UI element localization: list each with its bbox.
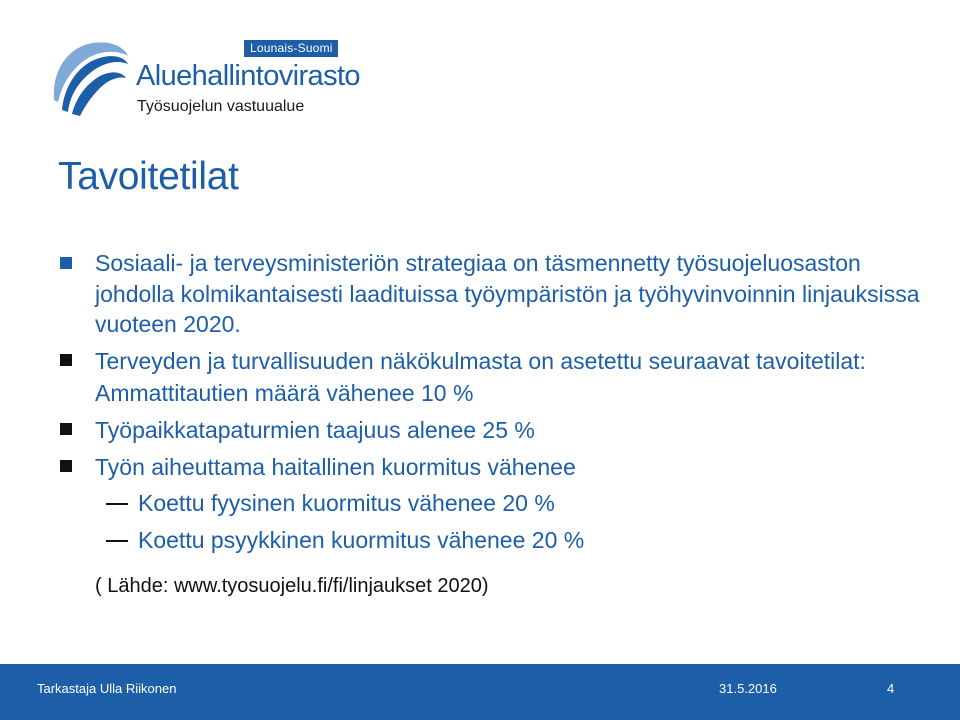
bullet-item — [58, 345, 938, 409]
intro-paragraph — [58, 248, 938, 340]
sub-bullet-text: Koettu psyykkinen kuormitus vähenee 20 % — [138, 526, 585, 553]
footer-author: Tarkastaja Ulla Riikonen — [37, 681, 177, 696]
slide-title: Tavoitetilat — [58, 155, 239, 198]
intro-text: Sosiaali- ja terveysministeriön strategiaa on täsmennetty työsuojeluosaston johdolla kolmikantaisesti laadituissa työympäristön ja työhyvinvoinnin linjauksissa vuoteen 2020. — [95, 250, 920, 337]
dash-icon — [106, 503, 128, 505]
bullet-text: Työn aiheuttama haitallinen kuormitus vähenee — [95, 453, 576, 480]
region-badge: Lounais-Suomi — [244, 40, 338, 57]
bullet-square-icon — [60, 460, 72, 472]
organization-name: Aluehallintovirasto — [136, 60, 360, 92]
bullet-square-icon — [60, 423, 72, 435]
dash-icon — [106, 540, 128, 542]
bullet-square-icon — [60, 257, 72, 269]
footer-date: 31.5.2016 — [719, 681, 777, 696]
sub-bullet-item — [58, 487, 938, 520]
slide-content — [58, 248, 938, 600]
organization-logo — [48, 36, 360, 126]
source-note: ( Lähde: www.tyosuojelu.fi/fi/linjaukset 2020) — [95, 574, 489, 597]
organization-unit: Työsuojelun vastuualue — [137, 98, 305, 115]
bullet-text: Työpaikkatapaturmien taajuus alenee 25 % — [95, 416, 535, 443]
avi-logo-icon — [48, 38, 132, 118]
sub-bullet-text: Koettu fyysinen kuormitus vähenee 20 % — [138, 489, 555, 516]
sub-bullet-item — [58, 524, 938, 557]
slide-footer — [0, 664, 960, 720]
bullet-square-icon — [60, 354, 72, 366]
bullet-item — [58, 451, 938, 483]
bullet-item — [58, 414, 938, 446]
page-number: 4 — [887, 681, 895, 696]
bullet-text: Terveyden ja turvallisuuden näkökulmasta on asetettu seuraavat tavoitetilat: Ammattitautien määrä vähenee 10 % — [95, 347, 866, 406]
